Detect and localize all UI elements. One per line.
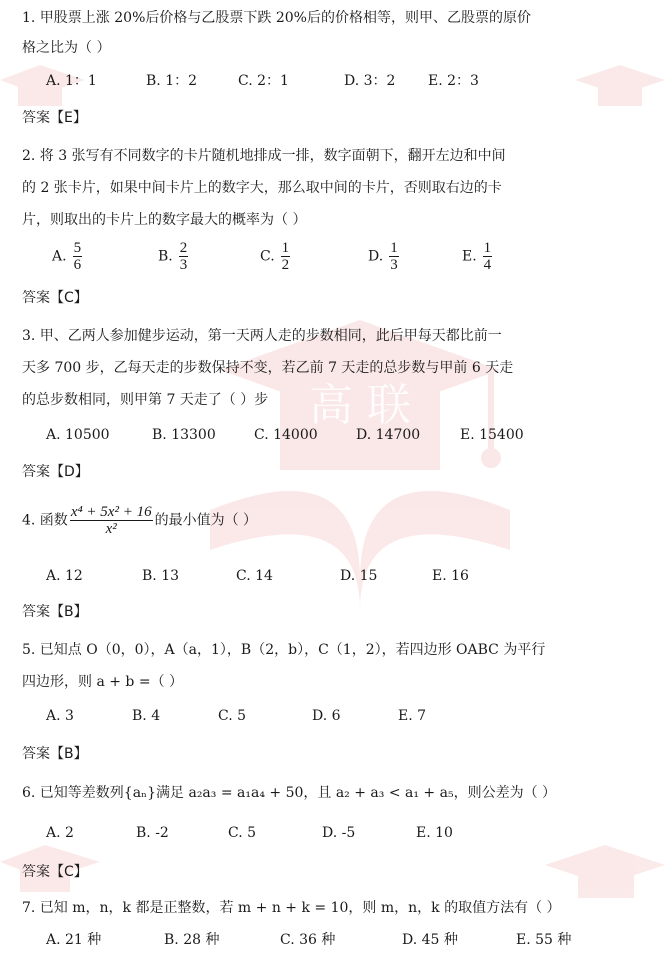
q7-option-c: C. 36 种 [280, 932, 336, 948]
q1-line1: 1. 甲股票上涨 20%后价格与乙股票下跌 20%后的价格相等，则甲、乙股票的原价 [22, 10, 531, 26]
q3-line1: 3. 甲、乙两人参加健步运动，第一天两人走的步数相同，此后甲每天都比前一 [22, 328, 502, 344]
q2-option-a-den: 6 [73, 257, 82, 273]
q2-option-d-fraction [389, 240, 399, 273]
q2-answer: 答案【C】 [22, 290, 88, 306]
q3-option-a: A. 10500 [46, 427, 110, 443]
q2-option-a [52, 240, 82, 273]
q3-answer: 答案【D】 [22, 464, 89, 480]
q4-option-a: A. 12 [46, 568, 83, 584]
q1-option-c: C. 2：1 [238, 73, 289, 89]
q6-line1: 6. 已知等差数列{aₙ}满足 a₂a₃ = a₁a₄ + 50，且 a₂ + a₃ < a₁ + a₅，则公差为（ ） [22, 785, 557, 801]
q3-option-b: B. 13300 [152, 427, 216, 443]
q7-line1: 7. 已知 m，n，k 都是正整数，若 m + n + k = 10，则 m，n，k 的取值方法有（ ） [22, 900, 561, 916]
q4-option-c: C. 14 [236, 568, 273, 584]
q3-option-c: C. 14000 [254, 427, 318, 443]
q5-option-b: B. 4 [132, 708, 161, 724]
q3-line2: 天多 700 步，乙每天走的步数保持不变，若乙前 7 天走的总步数与甲前 6 天走 [22, 360, 514, 376]
q2-option-d-num: 1 [390, 240, 398, 256]
q5-option-c: C. 5 [218, 708, 247, 724]
q2-option-b-den: 3 [179, 257, 188, 273]
q4-numerator: x⁴ + 5x² + 16 [70, 504, 152, 520]
q4-line [22, 504, 257, 537]
q6-option-d: D. -5 [322, 825, 356, 841]
q2-option-c-num: 1 [281, 240, 290, 256]
q7-option-e: E. 55 种 [516, 932, 572, 948]
q6-option-c: C. 5 [228, 825, 257, 841]
q2-option-e-letter: E. [462, 248, 477, 265]
q2-option-b [158, 240, 188, 273]
q2-option-e [462, 240, 492, 273]
q7-option-b: B. 28 种 [164, 932, 220, 948]
q3-option-e: E. 15400 [460, 427, 524, 443]
q1-option-e: E. 2：3 [428, 73, 479, 89]
q2-option-c [260, 240, 290, 273]
q5-answer: 答案【B】 [22, 746, 88, 762]
q6-answer: 答案【C】 [22, 864, 88, 880]
q2-option-e-den: 4 [483, 257, 492, 273]
q4-option-e: E. 16 [432, 568, 469, 584]
q5-line2: 四边形，则 a + b =（ ） [22, 674, 184, 690]
q5-line1: 5. 已知点 O（0，0），A（a，1），B（2，b），C（1，2），若四边形 OABC 为平行 [22, 642, 546, 658]
q4-answer: 答案【B】 [22, 604, 88, 620]
q1-option-d: D. 3：2 [344, 73, 396, 89]
watermark-right-logo [570, 60, 667, 120]
q2-option-a-letter: A. [52, 248, 67, 265]
q2-option-a-fraction [73, 240, 83, 273]
q4-prefix: 4. 函数 [22, 512, 68, 529]
q4-denominator: x² [105, 521, 117, 537]
q7-option-d: D. 45 种 [402, 932, 458, 948]
q2-line1: 2. 将 3 张写有不同数字的卡片随机地排成一排，数字面朝下，翻开左边和中间 [22, 148, 506, 164]
q2-option-b-letter: B. [158, 248, 173, 265]
q5-option-e: E. 7 [398, 708, 427, 724]
q2-option-a-num: 5 [73, 240, 82, 256]
q2-option-e-fraction [483, 240, 493, 273]
q6-option-e: E. 10 [416, 825, 453, 841]
q2-option-d-den: 3 [390, 257, 398, 273]
q2-option-b-fraction [179, 240, 189, 273]
q4-option-d: D. 15 [340, 568, 378, 584]
q1-line2: 格之比为（ ） [22, 40, 111, 56]
q3-line3: 的总步数相同，则甲第 7 天走了（ ）步 [22, 392, 269, 408]
q2-line3: 片，则取出的卡片上的数字最大的概率为（ ） [22, 212, 307, 228]
q5-option-a: A. 3 [46, 708, 74, 724]
q4-fraction [70, 504, 153, 537]
q5-option-d: D. 6 [312, 708, 341, 724]
q2-line2: 的 2 张卡片，如果中间卡片上的数字大，那么取中间的卡片，否则取右边的卡 [22, 180, 502, 196]
q1-answer: 答案【E】 [22, 110, 87, 126]
q2-option-c-letter: C. [260, 248, 275, 265]
q7-option-a: A. 21 种 [46, 932, 102, 948]
q3-option-d: D. 14700 [356, 427, 421, 443]
q2-option-e-num: 1 [483, 240, 492, 256]
q6-option-b: B. -2 [136, 825, 169, 841]
q2-option-d-letter: D. [368, 248, 384, 265]
q2-option-d [368, 240, 399, 273]
q2-option-b-num: 2 [179, 240, 188, 256]
q4-suffix: 的最小值为（ ） [154, 512, 258, 529]
q1-option-a: A. 1：1 [46, 73, 97, 89]
q1-option-b: B. 1：2 [146, 73, 198, 89]
q2-option-c-den: 2 [281, 257, 290, 273]
svg-text:高 联: 高 联 [309, 380, 411, 431]
q6-option-a: A. 2 [46, 825, 74, 841]
q2-option-c-fraction [281, 240, 291, 273]
q4-option-b: B. 13 [142, 568, 180, 584]
